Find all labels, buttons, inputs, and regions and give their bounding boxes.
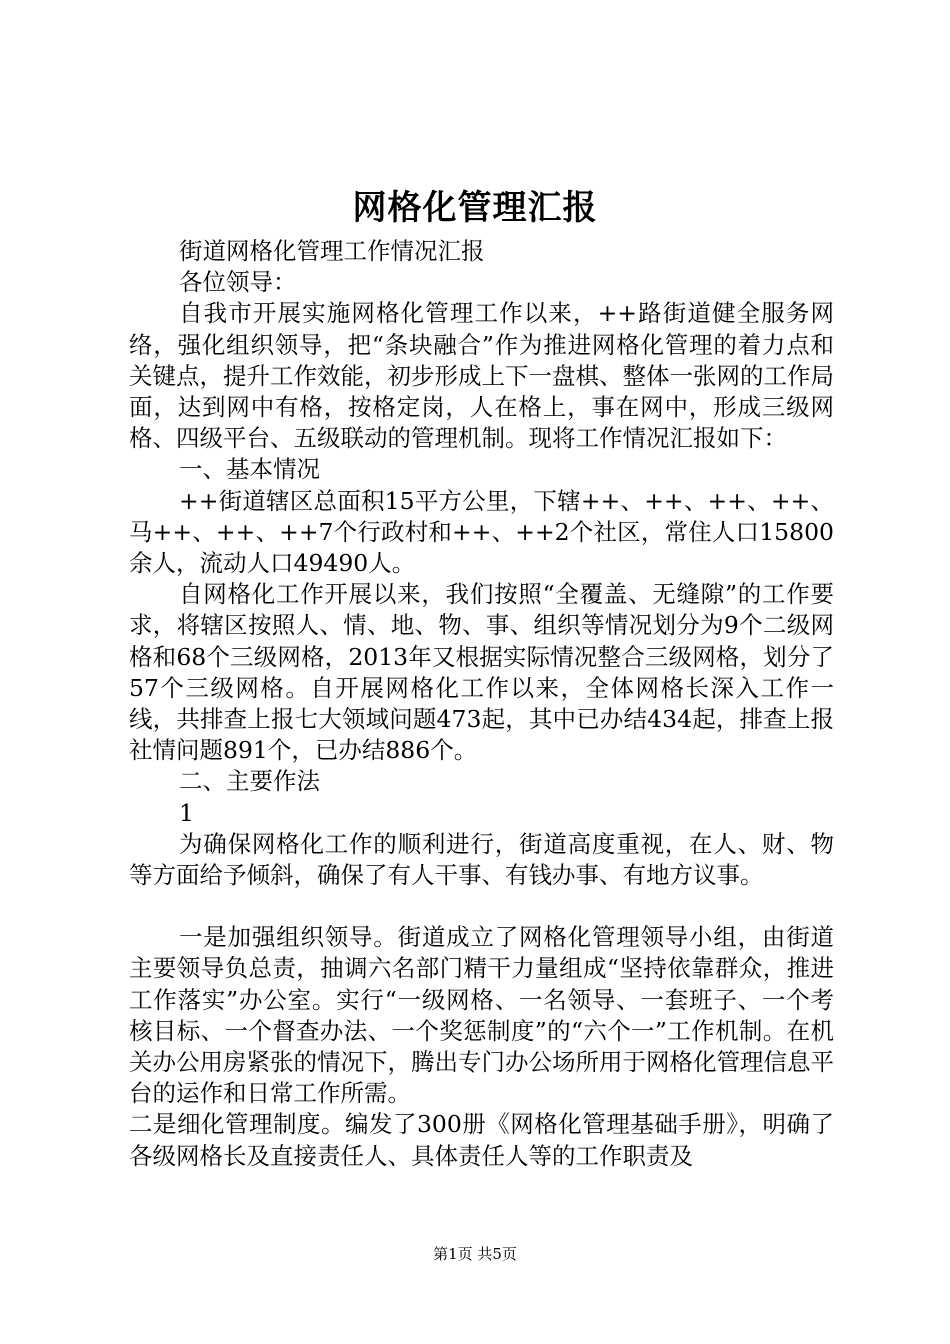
item-number: 1 xyxy=(179,798,194,827)
management-system-paragraph: 二是细化管理制度。编发了300册《网格化管理基础手册》，明确了各级网格长及直接责任人、具体责任人等的工作职责及 xyxy=(129,1110,834,1170)
document-title: 网格化管理汇报 xyxy=(352,188,598,228)
organization-paragraph: 一是加强组织领导。街道成立了网格化管理领导小组，由街道主要领导负总责，抽调六名部门精干力量组成“坚持依靠群众，推进工作落实”办公室。实行“一级网格、一名领导、一套班子、一个考核目标、一个督查办法、一个奖惩制度”的“六个一”工作机制。在机关办公用房紧张的情况下，腾出专门办公场所用于网格化管理信息平台的运作和日常工作所需。 xyxy=(129,923,834,1108)
basic-info-paragraph: ++街道辖区总面积15平方公里，下辖++、++、++、++、马++、++、++7个行政村和++、++2个社区，常住人口15800余人，流动人口49490人。 xyxy=(129,486,834,578)
document-body xyxy=(129,236,834,1172)
support-paragraph: 为确保网格化工作的顺利进行，街道高度重视，在人、财、物等方面给予倾斜，确保了有人干事、有钱办事、有地方议事。 xyxy=(129,829,834,890)
salutation-paragraph: 各位领导： xyxy=(179,268,297,297)
subtitle-paragraph: 街道网格化管理工作情况汇报 xyxy=(179,237,485,265)
grid-work-paragraph: 自网格化工作开展以来，我们按照“全覆盖、无缝隙”的工作要求，将辖区按照人、情、地、物、事、组织等情况划分为9个二级网格和68个三级网格，2013年又根据实际情况整合三级网格，划分了57个三级网格。自开展网格化工作以来，全体网格长深入工作一线，共排查上报七大领域问题473起，其中已办结434起，排查上报社情问题891个，已办结886个。 xyxy=(129,580,834,765)
intro-paragraph: 自我市开展实施网格化管理工作以来，++路街道健全服务网络，强化组织领导，把“条块融合”作为推进网格化管理的着力点和关键点，提升工作效能，初步形成上下一盘棋、整体一张网的工作局面，达到网中有格，按格定岗，人在格上，事在网中，形成三级网格、四级平台、五级联动的管理机制。现将工作情况汇报如下： xyxy=(129,299,834,453)
page-footer: 第1页 共5页 xyxy=(433,1245,517,1263)
section-heading-methods: 二、主要作法 xyxy=(179,767,320,796)
paragraph-gap xyxy=(129,891,834,922)
section-heading-basic: 一、基本情况 xyxy=(179,455,320,484)
